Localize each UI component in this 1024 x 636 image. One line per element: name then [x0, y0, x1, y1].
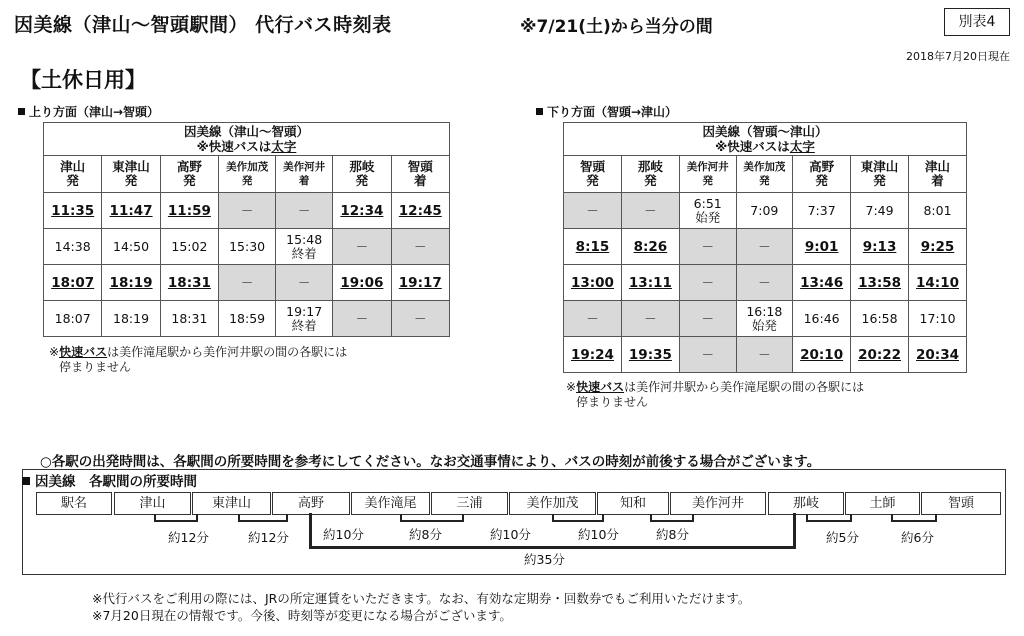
departure-arrival-label: 発 — [644, 173, 657, 188]
time-cell — [44, 229, 102, 265]
down-header-cell — [621, 156, 679, 193]
time-value: － — [758, 274, 771, 290]
station-cell: 美作滝尾 — [351, 492, 430, 515]
time-cell — [679, 193, 736, 229]
up-note-bold: 快速バス — [59, 345, 108, 359]
up-header-cell — [44, 156, 102, 193]
time-cell — [276, 193, 333, 229]
up-header-cell — [276, 156, 333, 193]
time-cell — [333, 265, 391, 301]
down-note-text: は美作河井駅から美作滝尾駅の間の各駅には — [624, 380, 865, 394]
station-cell: 三浦 — [431, 492, 508, 515]
time-value: 9:25 — [920, 238, 955, 255]
time-cell — [564, 265, 622, 301]
segment-time: 約12分 — [168, 530, 209, 545]
time-value: 20:22 — [858, 346, 902, 363]
time-cell — [276, 301, 333, 337]
up-header-cell — [391, 156, 449, 193]
time-value: 19:35 — [628, 346, 672, 363]
time-cell — [621, 265, 679, 301]
up-direction-text: 上り方面（津山→智頭） — [29, 105, 160, 119]
time-cell — [793, 301, 851, 337]
time-cell — [102, 229, 160, 265]
down-header-row — [564, 156, 967, 193]
time-cell — [793, 337, 851, 373]
station-name: 美作加茂 — [226, 161, 269, 173]
table-row — [564, 265, 967, 301]
departure-arrival-label: 発 — [66, 173, 79, 188]
down-header-cell — [564, 156, 622, 193]
up-caption-line1: 因美線（津山～智頭） — [183, 124, 309, 139]
time-cell — [679, 301, 736, 337]
time-cell — [621, 193, 679, 229]
travel-heading-text: 因美線 各駅間の所要時間 — [35, 474, 197, 490]
time-cell — [391, 301, 449, 337]
time-value: 20:34 — [916, 346, 959, 363]
time-cell — [102, 265, 160, 301]
station-cell: 高野 — [272, 492, 350, 515]
departure-arrival-label: 着 — [931, 173, 944, 188]
time-value: 19:17 — [398, 274, 442, 291]
time-value: － — [644, 202, 657, 218]
time-cell — [679, 265, 736, 301]
time-value: 17:10 — [919, 310, 956, 326]
time-value: 19:24 — [570, 346, 614, 363]
time-cell — [851, 193, 909, 229]
time-value: － — [586, 310, 599, 326]
square-bullet-icon — [18, 108, 25, 115]
station-cell: 土師 — [845, 492, 920, 515]
up-header-cell — [160, 156, 218, 193]
departure-arrival-label: 発 — [124, 173, 138, 188]
time-cell — [564, 193, 622, 229]
departure-arrival-label: 発 — [702, 175, 713, 187]
footer-note-1: ※代行バスをご利用の際には、JRの所定運賃をいただきます。なお、有効な定期券・回数券でもご利用いただけます。 — [92, 591, 751, 606]
time-value: － — [701, 238, 714, 254]
time-cell — [736, 301, 793, 337]
time-value: 12:45 — [398, 202, 442, 219]
time-cell — [621, 301, 679, 337]
station-label-cell: 駅名 — [36, 492, 112, 515]
time-value: 9:01 — [804, 238, 839, 255]
time-value: － — [758, 346, 771, 362]
time-cell — [851, 265, 909, 301]
time-value: － — [701, 274, 714, 290]
time-value: 16:46 — [803, 310, 840, 326]
departure-arrival-label: 着 — [414, 173, 427, 188]
table-row — [44, 193, 450, 229]
time-value: 18:31 — [167, 274, 211, 291]
time-value: 16:58 — [861, 310, 898, 326]
departure-arrival-label: 発 — [355, 173, 369, 188]
segment-time: 約10分 — [578, 527, 619, 542]
time-note: 終着 — [291, 245, 317, 261]
station-cell: 美作加茂 — [509, 492, 596, 515]
time-cell — [679, 229, 736, 265]
up-caption-note: ※快速バスは — [196, 139, 272, 154]
departure-arrival-label: 発 — [241, 175, 253, 187]
time-cell — [736, 265, 793, 301]
time-cell — [851, 301, 909, 337]
time-cell — [391, 193, 449, 229]
table-row — [44, 229, 450, 265]
station-name: 智頭 — [407, 159, 433, 174]
segment-time: 約10分 — [490, 527, 531, 542]
time-cell — [621, 337, 679, 373]
time-value: － — [414, 310, 427, 326]
time-cell — [44, 265, 102, 301]
up-header-row — [44, 156, 450, 193]
down-timetable-caption — [564, 123, 967, 156]
time-cell — [102, 301, 160, 337]
time-value: 11:47 — [109, 202, 153, 219]
station-name: 那岐 — [349, 159, 375, 174]
time-value: － — [701, 310, 714, 326]
time-cell — [276, 265, 333, 301]
segment-time: 約8分 — [656, 527, 689, 542]
segment-time: 約10分 — [323, 527, 364, 542]
time-value: － — [297, 274, 311, 290]
station-cell: 知和 — [597, 492, 669, 515]
time-value: 8:01 — [923, 202, 952, 218]
station-name: 津山 — [925, 159, 951, 174]
departure-arrival-label: 着 — [298, 175, 310, 187]
time-cell — [391, 265, 449, 301]
departure-arrival-label: 発 — [873, 173, 886, 188]
time-value: － — [414, 238, 427, 254]
down-header-cell — [736, 156, 793, 193]
time-note: 終着 — [291, 317, 317, 333]
annex-label: 別表4 — [944, 8, 1010, 36]
station-name: 津山 — [60, 159, 86, 174]
time-cell — [160, 193, 218, 229]
time-value: 7:49 — [865, 202, 894, 218]
segment-bracket — [238, 514, 288, 522]
time-value: 13:00 — [570, 274, 614, 291]
up-header-cell — [102, 156, 160, 193]
up-note-line2: 停まりません — [59, 360, 132, 374]
section-title: 【土休日用】 — [20, 68, 146, 92]
station-cell: 津山 — [114, 492, 191, 515]
time-cell — [909, 265, 967, 301]
time-cell — [102, 193, 160, 229]
travel-time-heading — [22, 470, 197, 490]
time-cell — [793, 265, 851, 301]
time-cell — [219, 265, 276, 301]
footer-note-2: ※7月20日現在の情報です。今後、時刻等が変更になる場合がございます。 — [92, 608, 512, 623]
table-row — [44, 301, 450, 337]
time-value: 19:06 — [340, 274, 384, 291]
down-timetable — [563, 122, 967, 373]
time-value: 18:19 — [109, 274, 153, 291]
time-value: 6:51 — [693, 195, 722, 211]
time-cell — [621, 229, 679, 265]
station-cell: 東津山 — [192, 492, 271, 515]
time-value: － — [297, 202, 311, 218]
time-value: 15:02 — [171, 238, 208, 254]
time-cell — [909, 229, 967, 265]
down-caption-note: ※快速バスは — [715, 139, 790, 154]
time-value: 13:58 — [858, 274, 902, 291]
station-name: 東津山 — [860, 159, 899, 174]
time-value: 14:10 — [916, 274, 959, 291]
time-cell — [333, 301, 391, 337]
as-of-date: 2018年7月20日現在 — [906, 50, 1010, 63]
table-row — [564, 229, 967, 265]
up-header-cell — [219, 156, 276, 193]
departure-arrival-label: 発 — [586, 173, 599, 188]
time-value: 16:18 — [746, 303, 783, 319]
time-cell — [160, 265, 218, 301]
time-value: － — [240, 274, 254, 290]
segment-time: 約6分 — [901, 530, 934, 545]
time-cell — [909, 337, 967, 373]
segment-time: 約5分 — [826, 530, 859, 545]
time-cell — [736, 337, 793, 373]
down-note-line2: 停まりません — [576, 395, 649, 409]
page-subtitle: ※7/21(土)から当分の間 — [520, 17, 713, 37]
down-caption-bold: 太字 — [789, 139, 815, 154]
notice-text: ○各駅の出発時間は、各駅間の所要時間を参考にしてください。なお交通事情により、バスの時刻が前後する場合がございます。 — [40, 454, 821, 470]
time-value: 8:15 — [575, 238, 610, 255]
departure-arrival-label: 発 — [183, 173, 196, 188]
departure-arrival-label: 発 — [759, 175, 770, 187]
down-header-cell — [679, 156, 736, 193]
time-cell — [219, 229, 276, 265]
time-value: 15:30 — [229, 238, 266, 254]
station-cell: 那岐 — [768, 492, 844, 515]
time-value: 18:07 — [54, 310, 91, 326]
time-value: － — [586, 202, 599, 218]
up-note-mark: ※ — [49, 345, 60, 359]
time-value: 9:13 — [862, 238, 897, 255]
down-footnote — [566, 380, 864, 410]
time-value: － — [701, 346, 714, 362]
time-cell — [44, 301, 102, 337]
time-cell — [44, 193, 102, 229]
time-value: 18:31 — [171, 310, 208, 326]
time-cell — [160, 301, 218, 337]
up-direction-label — [18, 103, 159, 120]
station-name: 智頭 — [579, 159, 605, 174]
time-note: 始発 — [695, 209, 721, 225]
time-value: 13:46 — [800, 274, 844, 291]
time-value: 18:07 — [51, 274, 95, 291]
station-name: 那岐 — [637, 159, 663, 174]
down-header-cell — [909, 156, 967, 193]
time-cell — [276, 229, 333, 265]
station-name: 美作河井 — [283, 161, 326, 173]
total-time-bracket — [309, 513, 796, 549]
down-header-cell — [851, 156, 909, 193]
time-cell — [333, 193, 391, 229]
time-value: 11:59 — [167, 202, 211, 219]
segment-bracket — [891, 514, 937, 522]
segment-time: 約12分 — [248, 530, 289, 545]
time-note: 始発 — [751, 317, 777, 333]
time-value: 15:48 — [286, 231, 323, 247]
table-row — [564, 337, 967, 373]
up-note-text: は美作滝尾駅から美作河井駅の間の各駅には — [107, 345, 348, 359]
time-cell — [793, 193, 851, 229]
station-name: 東津山 — [112, 159, 150, 174]
time-value: － — [644, 310, 657, 326]
segment-bracket — [806, 514, 852, 522]
time-cell — [160, 229, 218, 265]
time-cell — [564, 337, 622, 373]
up-footnote — [49, 345, 347, 375]
station-cell: 智頭 — [921, 492, 1001, 515]
segment-bracket — [154, 514, 198, 522]
time-value: 12:34 — [340, 202, 384, 219]
time-value: 18:59 — [229, 310, 266, 326]
time-value: 18:19 — [113, 310, 150, 326]
page-title: 因美線（津山～智頭駅間） 代行バス時刻表 — [14, 14, 392, 36]
up-header-cell — [333, 156, 391, 193]
time-value: 14:50 — [113, 238, 150, 254]
time-value: － — [240, 202, 254, 218]
time-value: 7:37 — [807, 202, 836, 218]
time-value: 7:09 — [750, 202, 779, 218]
time-cell — [219, 301, 276, 337]
time-value: 19:17 — [286, 303, 323, 319]
station-name: 美作河井 — [686, 161, 729, 173]
station-name: 美作加茂 — [743, 161, 786, 173]
down-header-cell — [793, 156, 851, 193]
time-cell — [333, 229, 391, 265]
time-cell — [564, 229, 622, 265]
time-value: 11:35 — [51, 202, 95, 219]
table-row — [564, 193, 967, 229]
time-value: － — [355, 238, 369, 254]
time-cell — [909, 193, 967, 229]
time-value: 20:10 — [800, 346, 844, 363]
time-value: 14:38 — [54, 238, 91, 254]
station-name: 高野 — [176, 159, 202, 174]
table-row — [44, 265, 450, 301]
up-timetable-caption — [44, 123, 450, 156]
down-direction-label — [536, 103, 677, 120]
time-value: 13:11 — [628, 274, 672, 291]
departure-arrival-label: 発 — [815, 173, 828, 188]
square-bullet-icon — [22, 477, 30, 485]
time-cell — [909, 301, 967, 337]
time-value: － — [355, 310, 369, 326]
time-cell — [851, 229, 909, 265]
time-value: 8:26 — [633, 238, 668, 255]
total-time: 約35分 — [524, 552, 565, 567]
time-cell — [736, 193, 793, 229]
time-cell — [679, 337, 736, 373]
station-name: 高野 — [809, 159, 835, 174]
time-cell — [793, 229, 851, 265]
down-direction-text: 下り方面（智頭→津山） — [547, 105, 678, 119]
up-caption-bold: 太字 — [271, 139, 297, 154]
time-cell — [391, 229, 449, 265]
time-cell — [851, 337, 909, 373]
square-bullet-icon — [536, 108, 543, 115]
table-row — [564, 301, 967, 337]
time-value: － — [758, 238, 771, 254]
down-note-bold: 快速バス — [576, 380, 625, 394]
time-cell — [736, 229, 793, 265]
time-cell — [219, 193, 276, 229]
up-timetable — [43, 122, 450, 337]
segment-time: 約8分 — [409, 527, 442, 542]
down-caption-line1: 因美線（智頭～津山） — [702, 124, 828, 139]
down-note-mark: ※ — [566, 380, 577, 394]
station-cell: 美作河井 — [670, 492, 766, 515]
time-cell — [564, 301, 622, 337]
